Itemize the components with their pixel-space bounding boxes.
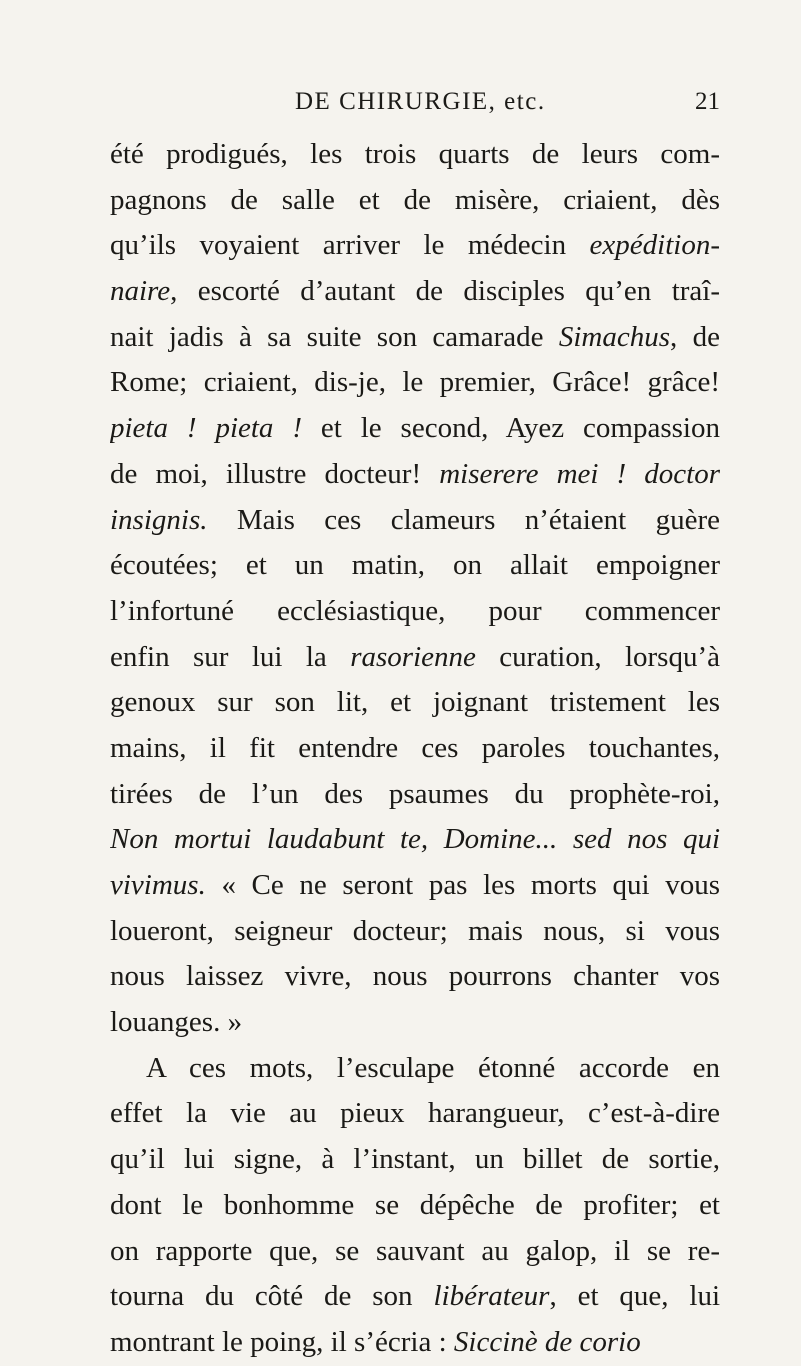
text-segment: pagnons de salle et de misère, criaient, dès bbox=[110, 183, 720, 216]
body-text bbox=[110, 132, 720, 1366]
text-segment: tourna du côté de son bbox=[110, 1280, 434, 1313]
text-line bbox=[110, 1046, 720, 1092]
text-line bbox=[110, 909, 720, 955]
text-segment: l’infortuné ecclésiastique, pour commencer bbox=[110, 594, 720, 627]
text-segment: qu’il lui signe, à l’instant, un billet de sortie, bbox=[110, 1143, 720, 1176]
text-segment: loueront, seigneur docteur; mais nous, si vous bbox=[110, 914, 720, 947]
text-segment: de moi, illustre docteur! bbox=[110, 457, 440, 490]
text-segment: genoux sur son lit, et joignant tristement les bbox=[110, 686, 720, 719]
text-segment: mains, il fit entendre ces paroles touchantes, bbox=[110, 731, 720, 764]
text-line bbox=[110, 315, 720, 361]
text-line bbox=[110, 1320, 720, 1366]
text-segment: dont le bonhomme se dépêche de profiter; et bbox=[110, 1188, 720, 1221]
text-segment: qu’ils voyaient arriver le médecin bbox=[110, 229, 590, 262]
italic-text: libérateur bbox=[433, 1280, 550, 1313]
text-line bbox=[110, 954, 720, 1000]
running-title: DE CHIRURGIE, etc. bbox=[295, 88, 546, 115]
text-segment: Rome; criaient, dis-je, le premier, Grâce! grâce! bbox=[110, 366, 720, 399]
text-line bbox=[110, 1000, 720, 1046]
text-line bbox=[110, 680, 720, 726]
italic-text: naire bbox=[110, 275, 171, 308]
text-line bbox=[110, 132, 720, 178]
text-segment: on rapporte que, se sauvant au galop, il se re- bbox=[110, 1234, 720, 1267]
running-head bbox=[110, 88, 720, 124]
text-line bbox=[110, 223, 720, 269]
italic-text: Siccinè de corio bbox=[453, 1325, 641, 1358]
italic-text: Non mortui laudabunt te, Domine... sed nos qui bbox=[110, 823, 720, 856]
text-segment: louanges. » bbox=[110, 1006, 243, 1039]
italic-text: insignis. bbox=[110, 503, 208, 536]
italic-text: miserere mei ! doctor bbox=[439, 457, 720, 490]
text-line bbox=[110, 360, 720, 406]
text-segment: curation, lorsqu’à bbox=[475, 640, 720, 673]
text-segment: nait jadis à sa suite son camarade bbox=[110, 320, 559, 353]
text-line bbox=[110, 726, 720, 772]
text-line bbox=[110, 817, 720, 863]
text-segment: nous laissez vivre, nous pourrons chanter vos bbox=[110, 960, 720, 993]
text-segment: enfin sur lui la bbox=[110, 640, 351, 673]
text-line bbox=[110, 1137, 720, 1183]
text-line bbox=[110, 1091, 720, 1137]
text-line bbox=[110, 589, 720, 635]
text-segment: effet la vie au pieux harangueur, c’est-à-dire bbox=[110, 1097, 720, 1130]
text-line bbox=[110, 1183, 720, 1229]
text-segment: tirées de l’un des psaumes du prophète-roi, bbox=[110, 777, 720, 810]
italic-text: Simachus bbox=[558, 320, 671, 353]
text-segment: Mais ces clameurs n’étaient guère bbox=[207, 503, 720, 536]
italic-text: vivimus. bbox=[110, 869, 206, 901]
italic-text: pieta ! pieta ! bbox=[110, 412, 302, 445]
text-segment: et le second, Ayez compassion bbox=[302, 412, 720, 445]
text-line bbox=[110, 1274, 720, 1320]
text-line bbox=[110, 178, 720, 224]
text-line bbox=[110, 269, 720, 315]
text-segment: , escorté d’autant de disciples qu’en traî- bbox=[170, 275, 720, 308]
text-segment: écoutées; et un matin, on allait empoigner bbox=[110, 549, 720, 582]
text-line bbox=[110, 406, 720, 452]
text-segment: , et que, lui bbox=[549, 1280, 720, 1313]
text-line bbox=[110, 772, 720, 818]
text-segment: été prodigués, les trois quarts de leurs com- bbox=[110, 138, 720, 170]
text-segment: « Ce ne seront pas les morts qui vous bbox=[205, 869, 720, 901]
text-line bbox=[110, 543, 720, 589]
italic-text: rasorienne bbox=[350, 640, 476, 673]
text-line bbox=[110, 635, 720, 681]
text-segment: A ces mots, l’esculape étonné accorde en bbox=[146, 1051, 720, 1084]
page-number: 21 bbox=[695, 88, 720, 115]
text-line bbox=[110, 863, 720, 909]
italic-text: expédition- bbox=[589, 229, 720, 262]
text-line bbox=[110, 498, 720, 544]
text-segment: montrant le poing, il s’écria : bbox=[110, 1325, 454, 1358]
text-line bbox=[110, 1229, 720, 1275]
text-segment: , de bbox=[670, 320, 720, 353]
text-line bbox=[110, 452, 720, 498]
